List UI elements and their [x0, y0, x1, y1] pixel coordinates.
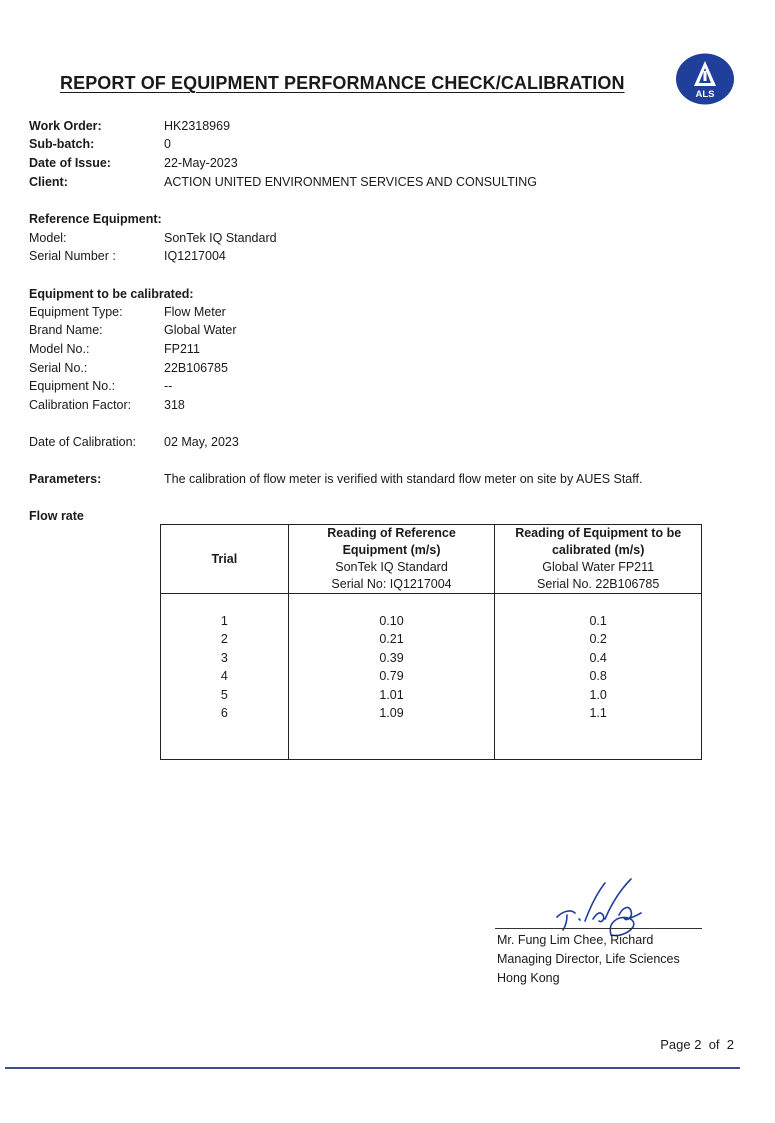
reference-reading-cell: 0.21: [379, 632, 404, 647]
brand-name-value: Global Water: [164, 323, 237, 337]
als-logo: [675, 53, 735, 105]
model-no-label: Model No.:: [29, 342, 90, 356]
page-number: Page 2 of 2: [660, 1037, 734, 1052]
work-order-label: Work Order:: [29, 119, 102, 133]
calibrated-header-title: Reading of Equipment to be calibrated (m/s): [515, 526, 682, 557]
reference-reading-cell: 1.09: [379, 705, 404, 720]
reference-reading-cell: 1.01: [379, 687, 404, 702]
date-of-issue-value: 22-May-2023: [164, 156, 238, 170]
calibration-factor-value: 318: [164, 398, 185, 412]
equipment-type-value: Flow Meter: [164, 305, 226, 319]
reference-serial-value: IQ1217004: [164, 249, 226, 263]
calibrated-reading-cell: 0.8: [589, 669, 607, 684]
logo-text: ALS: [695, 89, 715, 100]
sub-batch-value: 0: [164, 137, 171, 151]
signatory-name: Mr. Fung Lim Chee, Richard: [497, 933, 654, 947]
trial-cell: 6: [220, 705, 228, 720]
sub-batch-label: Sub-batch:: [29, 137, 95, 151]
client-label: Client:: [29, 175, 68, 189]
footer-rule: [5, 1067, 740, 1069]
brand-name-label: Brand Name:: [29, 323, 103, 337]
signatory-location: Hong Kong: [497, 971, 560, 985]
signature-line: [495, 928, 702, 929]
trial-column: [161, 594, 289, 760]
parameters-label: Parameters:: [29, 472, 102, 486]
calibrated-reading-cell: 0.4: [589, 650, 607, 665]
reference-header-serial: Serial No: IQ1217004: [331, 577, 452, 591]
reference-header-model: SonTek IQ Standard: [335, 560, 448, 574]
serial-no-value: 22B106785: [164, 361, 228, 375]
reference-header-title: Reading of Reference Equipment (m/s): [327, 526, 456, 557]
reference-model-label: Model:: [29, 231, 67, 245]
equipment-calibrated-heading: Equipment to be calibrated:: [29, 287, 194, 301]
trial-cell: 2: [220, 632, 228, 647]
model-no-value: FP211: [164, 342, 200, 356]
trial-header: Trial: [161, 525, 289, 594]
reference-model-value: SonTek IQ Standard: [164, 231, 277, 245]
calibration-factor-label: Calibration Factor:: [29, 398, 132, 412]
table-header-row: [161, 525, 702, 594]
calibration-table: [160, 524, 702, 760]
reference-reading-cell: 0.10: [379, 614, 404, 628]
client-value: ACTION UNITED ENVIRONMENT SERVICES AND CONSULTING: [164, 175, 537, 189]
report-title: REPORT OF EQUIPMENT PERFORMANCE CHECK/CALIBRATION: [60, 73, 625, 93]
date-of-calibration-value: 02 May, 2023: [164, 435, 239, 449]
work-order-value: HK2318969: [164, 119, 231, 133]
calibrated-reading-cell: 0.1: [589, 614, 607, 628]
trial-cell: 3: [220, 650, 228, 665]
reference-reading-cell: 0.79: [379, 669, 404, 684]
reference-header: [288, 525, 495, 594]
equipment-no-value: --: [164, 379, 173, 393]
flow-rate-heading: Flow rate: [29, 509, 84, 523]
parameters-value: The calibration of flow meter is verified with standard flow meter on site by AUES Staff.: [164, 472, 643, 486]
signatory-title: Managing Director, Life Sciences: [497, 952, 680, 966]
equipment-no-label: Equipment No.:: [29, 379, 116, 393]
serial-no-label: Serial No.:: [29, 361, 88, 375]
date-of-calibration-label: Date of Calibration:: [29, 435, 137, 449]
table-body-row: [161, 594, 702, 760]
trial-cell: 1: [220, 614, 228, 628]
trial-cell: 5: [220, 687, 228, 702]
reference-serial-label: Serial Number :: [29, 249, 116, 263]
reference-reading-cell: 0.39: [379, 650, 404, 665]
calibrated-column: [495, 594, 702, 760]
calibrated-reading-cell: 1.0: [589, 687, 607, 702]
calibrated-reading-cell: 0.2: [589, 632, 607, 647]
date-of-issue-label: Date of Issue:: [29, 156, 111, 170]
reference-column: [288, 594, 495, 760]
calibrated-header-model: Global Water FP211: [542, 560, 655, 574]
calibrated-header: [495, 525, 702, 594]
reference-equipment-heading: Reference Equipment:: [29, 212, 162, 226]
equipment-type-label: Equipment Type:: [29, 305, 123, 319]
trial-cell: 4: [220, 669, 228, 684]
calibrated-header-serial: Serial No. 22B106785: [537, 577, 660, 591]
calibrated-reading-cell: 1.1: [589, 705, 607, 720]
